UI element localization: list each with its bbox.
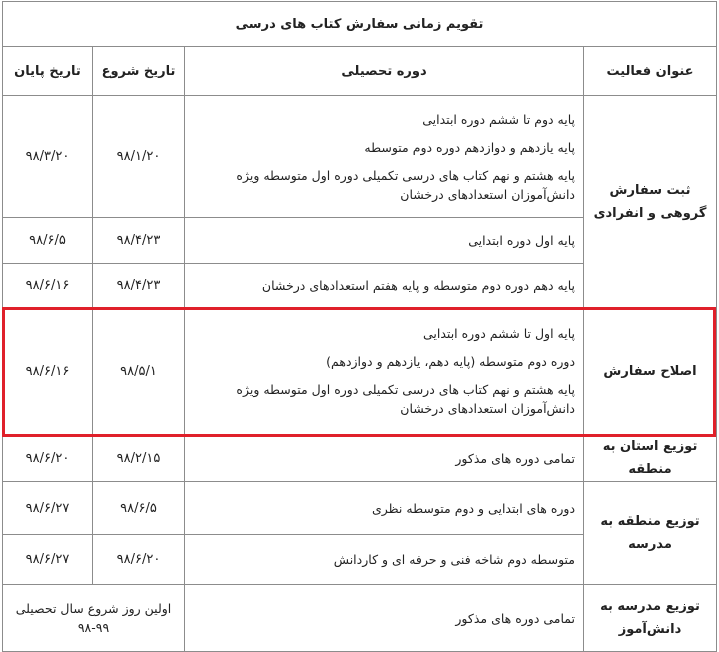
- end-date-cell: ۹۸/۳/۲۰: [3, 96, 93, 218]
- course-line: پایه هشتم و نهم کتاب های درسی تکمیلی دوره اول متوسطه ویژه دانش‌آموزان استعدادهای درخشان: [236, 382, 576, 416]
- start-date-cell: ۹۸/۶/۲۰: [93, 535, 185, 585]
- course-cell: [185, 264, 584, 308]
- course-cell: [185, 435, 584, 482]
- start-date-cell: ۹۸/۴/۲۳: [93, 218, 185, 264]
- header-end-date: تاریخ پایان: [3, 47, 93, 96]
- end-date-cell: ۹۸/۶/۱۶: [3, 264, 93, 308]
- start-date-cell: ۹۸/۶/۵: [93, 482, 185, 535]
- title-row: [3, 2, 717, 47]
- header-row: [3, 47, 717, 96]
- course-line: پایه هشتم و نهم کتاب های درسی تکمیلی دوره اول متوسطه ویژه دانش‌آموزان استعدادهای درخشان: [236, 167, 576, 202]
- table-row: [3, 585, 717, 652]
- order-schedule-table: [2, 1, 717, 652]
- course-cell: [185, 96, 584, 218]
- course-line: تمامی دوره های مذکور: [455, 610, 576, 626]
- course-line: پایه دهم دوره دوم متوسطه و پایه هفتم استعدادهای درخشان: [261, 278, 576, 293]
- end-date-cell: ۹۸/۶/۲۷: [3, 482, 93, 535]
- activity-cell: توزیع منطقه به مدرسه: [584, 482, 717, 585]
- header-activity: عنوان فعالیت: [584, 47, 717, 96]
- table-title: تقویم زمانی سفارش کتاب های درسی: [3, 2, 717, 47]
- activity-cell: ثبت سفارش گروهی و انفرادی: [584, 96, 717, 308]
- header-course: دوره تحصیلی: [185, 47, 584, 96]
- activity-cell: اصلاح سفارش: [584, 308, 717, 435]
- end-date-cell: ۹۸/۶/۲۰: [3, 435, 93, 482]
- table-row: [3, 435, 717, 482]
- course-line: پایه اول تا ششم دوره ابتدایی: [423, 326, 576, 341]
- course-line: متوسطه دوم شاخه فنی و حرفه ای و کاردانش: [333, 552, 576, 567]
- course-line: دوره دوم متوسطه (پایه دهم، یازدهم و دوازدهم): [326, 354, 576, 369]
- header-start-date: تاریخ شروع: [93, 47, 185, 96]
- table-row: [3, 308, 717, 435]
- course-line: دوره های ابتدایی و دوم متوسطه نظری: [372, 500, 576, 516]
- course-cell: [185, 482, 584, 535]
- course-cell: [185, 585, 584, 652]
- activity-cell: توزیع مدرسه به دانش‌آموز: [584, 585, 717, 652]
- table-row: [3, 482, 717, 535]
- course-line: پایه یازدهم و دوازدهم دوره دوم متوسطه: [364, 139, 576, 155]
- start-date-cell: ۹۸/۵/۱: [93, 308, 185, 435]
- activity-cell: توزیع استان به منطقه: [584, 435, 717, 482]
- end-date-cell: ۹۸/۶/۱۶: [3, 308, 93, 435]
- table-row: [3, 96, 717, 218]
- course-line: پایه اول دوره ابتدایی: [468, 233, 576, 248]
- date-note-cell: اولین روز شروع سال تحصیلی ۹۹-۹۸: [3, 585, 185, 652]
- course-cell: [185, 535, 584, 585]
- course-cell: [185, 308, 584, 435]
- end-date-cell: ۹۸/۶/۲۷: [3, 535, 93, 585]
- start-date-cell: ۹۸/۲/۱۵: [93, 435, 185, 482]
- start-date-cell: ۹۸/۱/۲۰: [93, 96, 185, 218]
- end-date-cell: ۹۸/۶/۵: [3, 218, 93, 264]
- start-date-cell: ۹۸/۴/۲۳: [93, 264, 185, 308]
- course-line: پایه دوم تا ششم دوره ابتدایی: [422, 111, 576, 127]
- course-cell: [185, 218, 584, 264]
- course-line: تمامی دوره های مذکور: [455, 450, 576, 466]
